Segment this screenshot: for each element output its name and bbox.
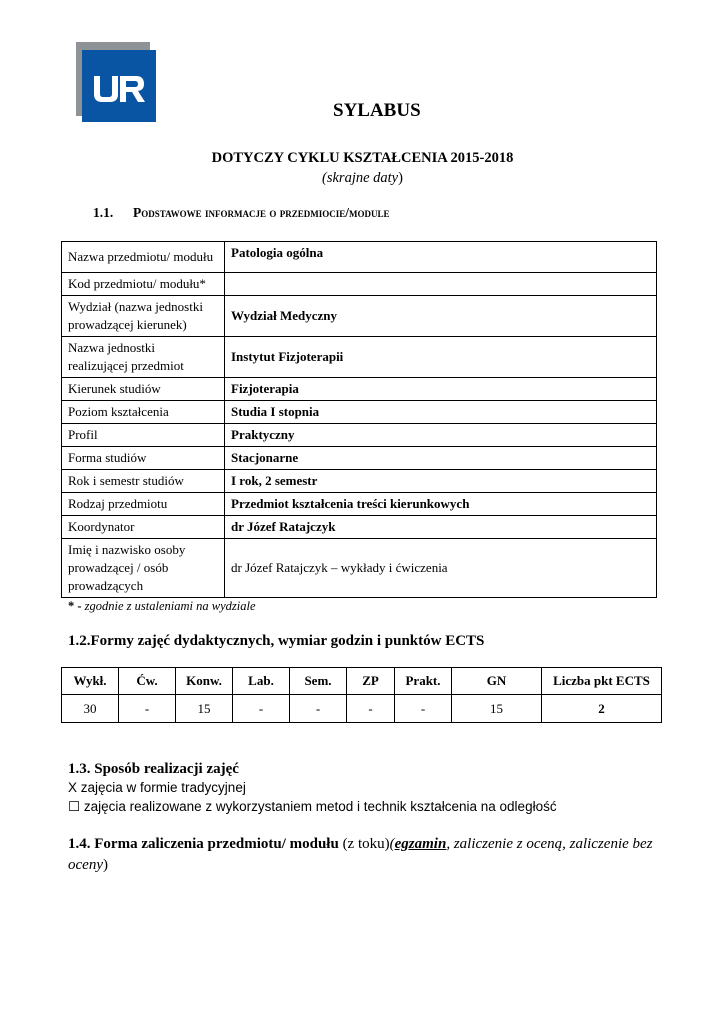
row-value: [225, 273, 657, 296]
row-label: Profil: [62, 424, 225, 447]
close-paren: ): [102, 857, 108, 873]
row-label: Forma studiów: [62, 447, 225, 470]
header-cell: GN: [452, 668, 542, 695]
section-title: Podstawowe informacje o przedmiocie/module: [133, 205, 390, 220]
ur-logo-icon: [82, 50, 156, 122]
section-title: 1.4. Forma zaliczenia przedmiotu/ modułu: [68, 836, 339, 852]
value-cell: -: [119, 695, 176, 723]
header-cell: Lab.: [233, 668, 290, 695]
footnote: [68, 599, 256, 614]
open-paren: (: [389, 836, 395, 852]
table-row: [62, 516, 657, 539]
row-value: Przedmiot kształcenia treści kierunkowych: [225, 493, 657, 516]
value-cell: -: [290, 695, 347, 723]
class-forms-table: [61, 667, 662, 723]
header-cell: Liczba pkt ECTS: [542, 668, 662, 695]
option-label: zajęcia w formie tradycyjnej: [77, 780, 246, 795]
table-row: [62, 424, 657, 447]
row-label: Rok i semestr studiów: [62, 470, 225, 493]
table-row: [62, 242, 657, 273]
option-label: zajęcia realizowane z wykorzystaniem metod i technik kształcenia na odległość: [80, 799, 557, 814]
row-value: Stacjonarne: [225, 447, 657, 470]
paren-text: (z toku): [338, 836, 390, 852]
checked-mark: X: [68, 780, 78, 795]
row-value: Patologia ogólna: [225, 242, 657, 273]
table-row: [62, 296, 657, 337]
value-cell: -: [395, 695, 452, 723]
table-row: [62, 401, 657, 424]
value-cell: 15: [452, 695, 542, 723]
cycle-dates-italic: (skrajne daty: [322, 170, 399, 186]
row-value: dr Józef Ratajczyk – wykłady i ćwiczenia: [225, 539, 657, 598]
header-cell: Sem.: [290, 668, 347, 695]
row-label: Koordynator: [62, 516, 225, 539]
row-label: Kod przedmiotu/ modułu*: [62, 273, 225, 296]
table-row: [62, 337, 657, 378]
row-label: Nazwa jednostki realizującej przedmiot: [62, 337, 225, 378]
row-label: Rodzaj przedmiotu: [62, 493, 225, 516]
value-cell: -: [347, 695, 395, 723]
row-label: Nazwa przedmiotu/ modułu: [62, 242, 225, 273]
section-1-3-heading: 1.3. Sposób realizacji zajęć: [68, 761, 239, 777]
header-cell: Wykł.: [62, 668, 119, 695]
ects-value-cell: 2: [542, 695, 662, 723]
row-value: Instytut Fizjoterapii: [225, 337, 657, 378]
cycle-line: DOTYCZY CYKLU KSZTAŁCENIA 2015-2018: [211, 150, 514, 166]
other-options: , zaliczenie z oceną, zaliczenie bez oceny: [68, 836, 653, 873]
footnote-text: zgodnie z ustaleniami na wydziale: [81, 599, 256, 613]
row-value: Fizjoterapia: [225, 378, 657, 401]
delivery-option-traditional: [68, 780, 246, 795]
header-cell: Ćw.: [119, 668, 176, 695]
table-row: [62, 470, 657, 493]
row-value: Studia I stopnia: [225, 401, 657, 424]
section-1-1-heading: [93, 205, 389, 221]
row-value: dr Józef Ratajczyk: [225, 516, 657, 539]
table-row: [62, 493, 657, 516]
row-label: Poziom kształcenia: [62, 401, 225, 424]
value-cell: -: [233, 695, 290, 723]
footnote-mark: * -: [68, 599, 82, 613]
cycle-dates-note: [0, 170, 725, 187]
table-row: [62, 378, 657, 401]
checkbox-icon: ☐: [68, 799, 81, 815]
section-1-2-heading: 1.2.Formy zajęć dydaktycznych, wymiar godzin i punktów ECTS: [68, 633, 485, 649]
delivery-option-remote: [68, 799, 557, 815]
header-cell: Prakt.: [395, 668, 452, 695]
section-number: 1.1.: [93, 205, 114, 220]
value-cell: 15: [176, 695, 233, 723]
university-logo: [76, 42, 156, 122]
value-cell: 30: [62, 695, 119, 723]
document-title: SYLABUS: [333, 100, 421, 121]
row-value: Praktyczny: [225, 424, 657, 447]
exam-option: egzamin: [394, 836, 447, 852]
row-value: Wydział Medyczny: [225, 296, 657, 337]
cycle-dates-close: ): [398, 170, 403, 186]
header-cell: ZP: [347, 668, 395, 695]
row-label: Wydział (nazwa jednostki prowadzącej kierunek): [62, 296, 225, 337]
row-value: I rok, 2 semestr: [225, 470, 657, 493]
section-1-4-heading: [68, 834, 668, 876]
table-row: [62, 447, 657, 470]
header-cell: Konw.: [176, 668, 233, 695]
table-header-row: [62, 668, 662, 695]
course-info-table: [61, 241, 657, 598]
table-row: [62, 273, 657, 296]
table-row: [62, 539, 657, 598]
row-label: Imię i nazwisko osoby prowadzącej / osób prowadzących: [62, 539, 225, 598]
row-label: Kierunek studiów: [62, 378, 225, 401]
table-row: [62, 695, 662, 723]
